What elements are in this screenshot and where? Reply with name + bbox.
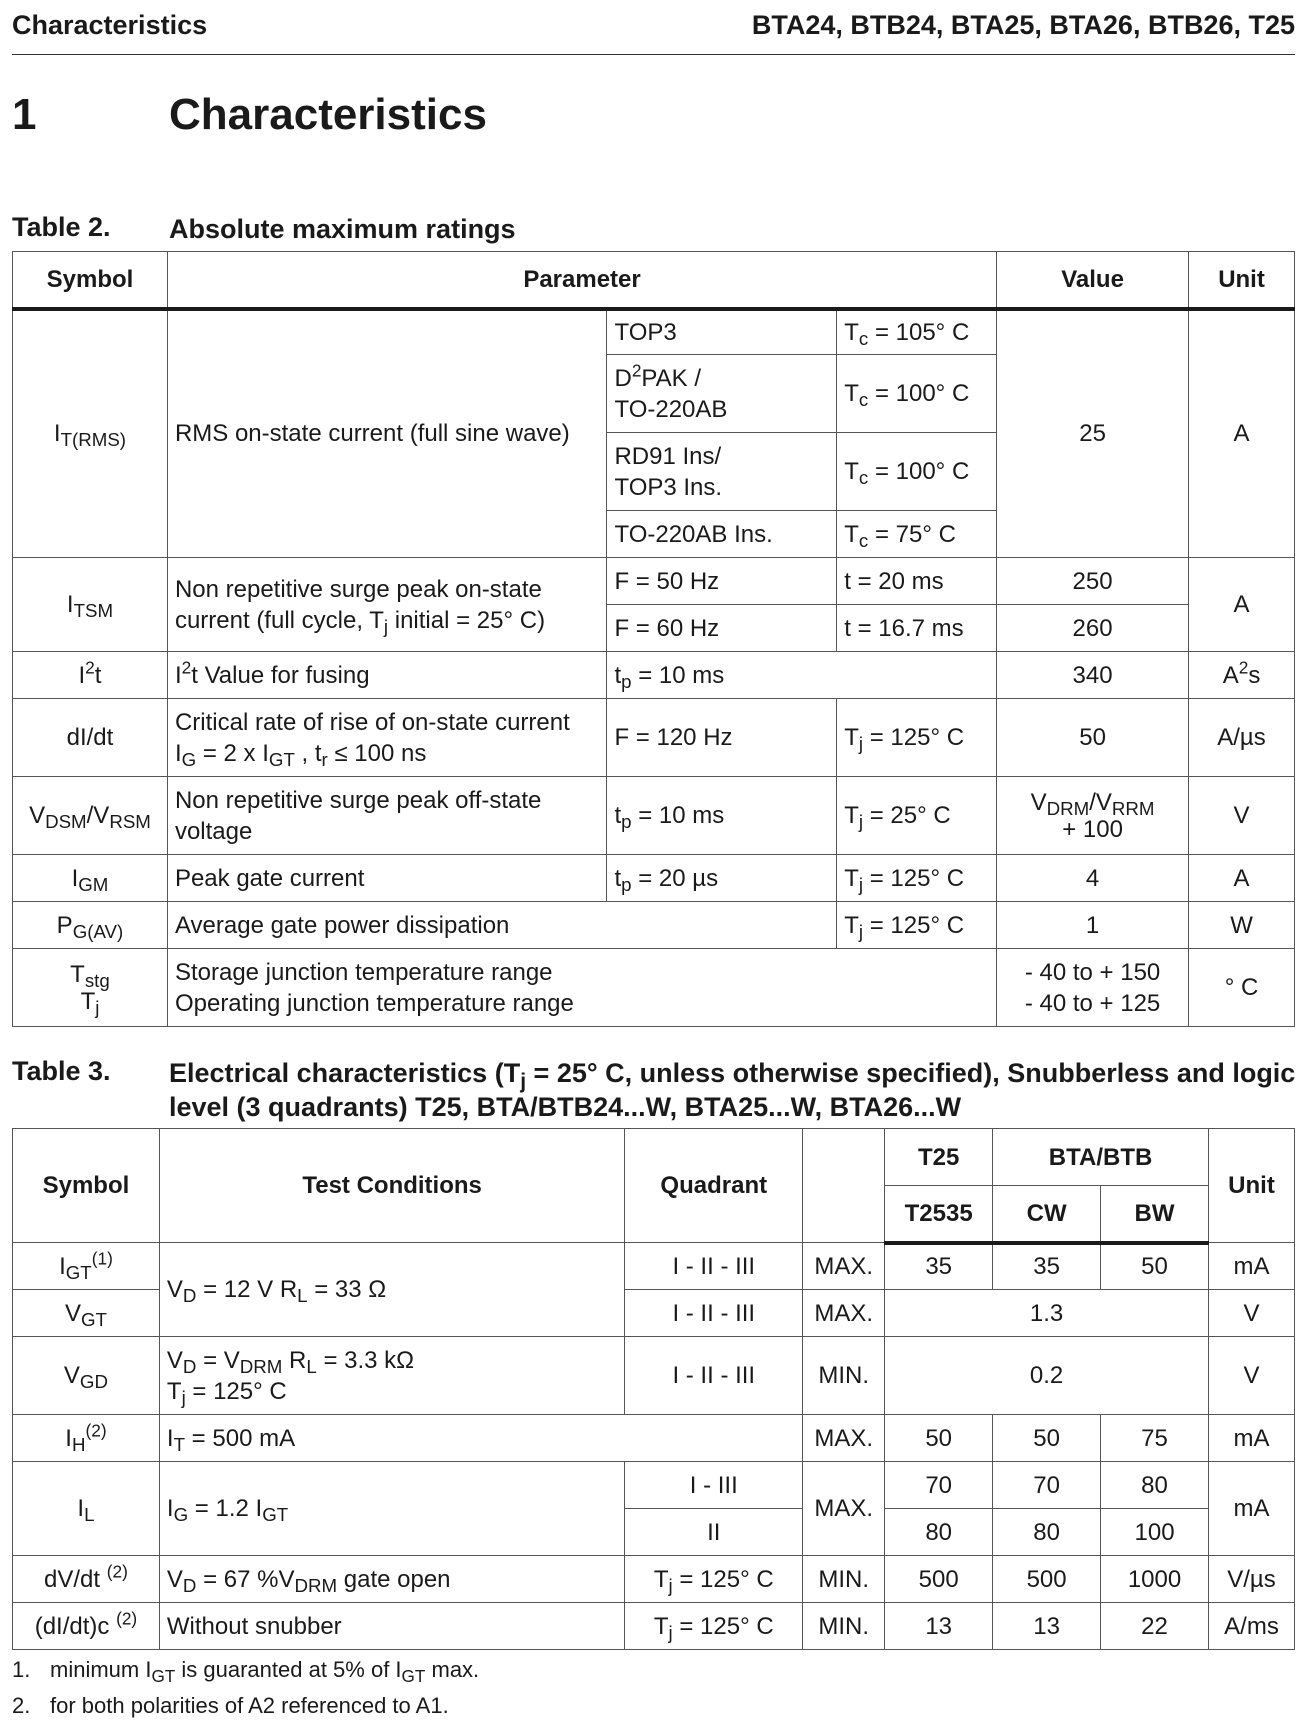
quadrant-cell: I - II - III bbox=[625, 1290, 803, 1337]
table-row bbox=[13, 949, 1295, 1027]
header-section-name: Characteristics bbox=[12, 10, 208, 40]
table2-label: Table 2. bbox=[12, 212, 111, 242]
bw-cell: 1000 bbox=[1101, 1556, 1209, 1603]
table-row bbox=[13, 558, 1295, 605]
electrical-characteristics-table bbox=[12, 1128, 1295, 1650]
symbol-cell: $V_{DSM}/V_{RSM}$ bbox=[13, 777, 168, 855]
col-header-unit: Unit bbox=[1208, 1129, 1294, 1243]
table-header-row bbox=[13, 252, 1295, 309]
cw-cell: 80 bbox=[993, 1509, 1101, 1556]
quadrant-cell: I - III bbox=[625, 1462, 803, 1509]
package-cell: $D^2PAK$ / TO-220AB bbox=[607, 355, 837, 433]
symbol-cell: $I_H^{(2)}$ bbox=[13, 1415, 160, 1462]
value-cell: 250 bbox=[997, 558, 1189, 605]
col-header-bw: BW bbox=[1101, 1186, 1209, 1243]
unit-cell: W bbox=[1189, 902, 1295, 949]
parameter-cell: Peak gate current bbox=[167, 855, 607, 902]
symbol-cell: $I_L$ bbox=[13, 1462, 160, 1556]
table-row bbox=[13, 699, 1295, 777]
limit-cell: MAX. bbox=[803, 1462, 885, 1556]
condition-cell: $V_D = 12$ V $R_L = 33$ Ω bbox=[159, 1243, 624, 1337]
value-cell: 0.2 bbox=[885, 1337, 1209, 1415]
time-cell: t = 20 ms bbox=[837, 558, 997, 605]
parameter-cell: RMS on-state current (full sine wave) bbox=[167, 309, 607, 558]
time-cell: t = 16.7 ms bbox=[837, 605, 997, 652]
col-header-value: Value bbox=[997, 252, 1189, 309]
unit-cell: mA bbox=[1208, 1243, 1294, 1290]
unit-cell: V/µs bbox=[1208, 1556, 1294, 1603]
symbol-cell: dI/dt bbox=[13, 699, 168, 777]
t2535-cell: 35 bbox=[885, 1243, 993, 1290]
table-row bbox=[13, 1337, 1295, 1415]
frequency-cell: F = 50 Hz bbox=[607, 558, 837, 605]
symbol-cell: dV/dt $^{(2)}$ bbox=[13, 1556, 160, 1603]
table3-label: Table 3. bbox=[12, 1056, 111, 1086]
table-row bbox=[13, 1556, 1295, 1603]
value-cell: $V_{DRM}/V_{RRM}$ + 100 bbox=[997, 777, 1189, 855]
value-cell: 1 bbox=[997, 902, 1189, 949]
symbol-cell: $I_{GM}$ bbox=[13, 855, 168, 902]
package-cell: TO-220AB Ins. bbox=[607, 511, 837, 558]
value-cell: 260 bbox=[997, 605, 1189, 652]
parameter-cell: Critical rate of rise of on-state current $I_G = 2$ x $I_{GT}$ , $t_r \le 100$ ns bbox=[167, 699, 607, 777]
table-row bbox=[13, 309, 1295, 355]
table2-title: Absolute maximum ratings bbox=[169, 214, 516, 244]
table-row bbox=[13, 855, 1295, 902]
parameter-cell: $I^2t$ Value for fusing bbox=[167, 652, 607, 699]
parameter-cell: Non repetitive surge peak on-state current (full cycle, $T_j$ initial = 25° C) bbox=[167, 558, 607, 652]
limit-cell: MAX. bbox=[803, 1290, 885, 1337]
footnote-text: minimum $I_{GT}$ is guaranted at 5% of $I_{GT}$ max. bbox=[50, 1657, 480, 1686]
symbol-cell: $I_{TSM}$ bbox=[13, 558, 168, 652]
table-row bbox=[13, 1462, 1295, 1509]
unit-cell: ° C bbox=[1189, 949, 1295, 1027]
limit-cell: MAX. bbox=[803, 1243, 885, 1290]
bw-cell: 75 bbox=[1101, 1415, 1209, 1462]
parameter-cell: Storage junction temperature range Operating junction temperature range bbox=[167, 949, 996, 1027]
unit-cell: A bbox=[1189, 855, 1295, 902]
running-header bbox=[12, 10, 1295, 55]
condition-cell: $T_c = 100^\circ$ C bbox=[837, 355, 997, 433]
limit-cell: MIN. bbox=[803, 1337, 885, 1415]
col-header-bta-btb: BTA/BTB bbox=[993, 1129, 1209, 1186]
t2535-cell: 70 bbox=[885, 1462, 993, 1509]
t2535-cell: 13 bbox=[885, 1603, 993, 1650]
col-header-t25: T25 bbox=[885, 1129, 993, 1186]
cw-cell: 500 bbox=[993, 1556, 1101, 1603]
limit-cell: MAX. bbox=[803, 1415, 885, 1462]
t2535-cell: 80 bbox=[885, 1509, 993, 1556]
condition-cell: $t_p = 10$ ms bbox=[607, 777, 837, 855]
unit-cell: V bbox=[1189, 777, 1295, 855]
quadrant-cell: $T_j = 125^\circ$ C bbox=[625, 1556, 803, 1603]
condition-cell: $T_j = 25^\circ$ C bbox=[837, 777, 997, 855]
unit-cell: mA bbox=[1208, 1462, 1294, 1556]
unit-cell: V bbox=[1208, 1337, 1294, 1415]
table-row bbox=[13, 777, 1295, 855]
table3-title: Electrical characteristics ($T_j = 25^\circ$ C, unless otherwise specified), Snubberless and logic level (3 quadrants) T25, BTA/BTB24...W, BTA25...W, BTA26...W bbox=[169, 1058, 1296, 1122]
value-cell: 4 bbox=[997, 855, 1189, 902]
t2535-cell: 50 bbox=[885, 1415, 993, 1462]
cw-cell: 13 bbox=[993, 1603, 1101, 1650]
symbol-cell: $I_{GT}^{(1)}$ bbox=[13, 1243, 160, 1290]
value-cell: 50 bbox=[997, 699, 1189, 777]
quadrant-cell: $T_j = 125^\circ$ C bbox=[625, 1603, 803, 1650]
unit-cell: A bbox=[1189, 558, 1295, 652]
unit-cell: A/ms bbox=[1208, 1603, 1294, 1650]
unit-cell: mA bbox=[1208, 1415, 1294, 1462]
parameter-cell: Non repetitive surge peak off-state voltage bbox=[167, 777, 607, 855]
footnote-number: 2. bbox=[12, 1693, 31, 1718]
quadrant-cell: I - II - III bbox=[625, 1337, 803, 1415]
parameter-cell: Average gate power dissipation bbox=[167, 902, 836, 949]
condition-cell: $T_j = 125^\circ$ C bbox=[837, 855, 997, 902]
bw-cell: 22 bbox=[1101, 1603, 1209, 1650]
condition-cell: $T_j = 125^\circ$ C bbox=[837, 902, 997, 949]
quadrant-cell: I - II - III bbox=[625, 1243, 803, 1290]
value-cell: 340 bbox=[997, 652, 1189, 699]
col-header-test-conditions: Test Conditions bbox=[159, 1129, 624, 1243]
t2535-cell: 500 bbox=[885, 1556, 993, 1603]
table-row bbox=[13, 1243, 1295, 1290]
unit-cell: A bbox=[1189, 309, 1295, 558]
header-part-numbers: BTA24, BTB24, BTA25, BTA26, BTB26, T25 bbox=[751, 10, 1295, 40]
symbol-cell: $V_{GD}$ bbox=[13, 1337, 160, 1415]
symbol-cell: $V_{GT}$ bbox=[13, 1290, 160, 1337]
table-row bbox=[13, 652, 1295, 699]
bw-cell: 100 bbox=[1101, 1509, 1209, 1556]
table-row bbox=[13, 902, 1295, 949]
section-title: Characteristics bbox=[169, 90, 487, 139]
package-cell: RD91 Ins/ TOP3 Ins. bbox=[607, 433, 837, 511]
limit-cell: MIN. bbox=[803, 1603, 885, 1650]
condition-cell: $t_p = 10$ ms bbox=[607, 652, 997, 699]
condition-cell: $T_c = 105^\circ$ C bbox=[837, 309, 997, 355]
condition-cell: Without snubber bbox=[159, 1603, 624, 1650]
bw-cell: 80 bbox=[1101, 1462, 1209, 1509]
col-header-cw: CW bbox=[993, 1186, 1101, 1243]
cw-cell: 50 bbox=[993, 1415, 1101, 1462]
table-row bbox=[13, 1603, 1295, 1650]
footnote-number: 1. bbox=[12, 1657, 31, 1682]
unit-cell: V bbox=[1208, 1290, 1294, 1337]
condition-cell: $T_c = 100^\circ$ C bbox=[837, 433, 997, 511]
condition-cell: $V_D = 67$ $\%V_{DRM}$ gate open bbox=[159, 1556, 624, 1603]
condition-cell: $T_j = 125^\circ$ C bbox=[837, 699, 997, 777]
absolute-max-ratings-table bbox=[12, 251, 1295, 1027]
quadrant-cell: II bbox=[625, 1509, 803, 1556]
frequency-cell: F = 120 Hz bbox=[607, 699, 837, 777]
cw-cell: 35 bbox=[993, 1243, 1101, 1290]
symbol-cell: $I_{T(RMS)}$ bbox=[13, 309, 168, 558]
bw-cell: 50 bbox=[1101, 1243, 1209, 1290]
package-cell: TOP3 bbox=[607, 309, 837, 355]
table-header-row bbox=[13, 1129, 1295, 1186]
col-header-symbol: Symbol bbox=[13, 1129, 160, 1243]
unit-cell: A/µs bbox=[1189, 699, 1295, 777]
value-cell: 1.3 bbox=[885, 1290, 1209, 1337]
unit-cell: $A^2s$ bbox=[1189, 652, 1295, 699]
table-row bbox=[13, 1415, 1295, 1462]
condition-cell: $t_p = 20$ µs bbox=[607, 855, 837, 902]
limit-cell: MIN. bbox=[803, 1556, 885, 1603]
col-header-quadrant: Quadrant bbox=[625, 1129, 803, 1243]
symbol-cell: $T_{stg}$ $T_j$ bbox=[13, 949, 168, 1027]
value-cell: 25 bbox=[997, 309, 1189, 558]
condition-cell: $I_T = 500$ mA bbox=[159, 1415, 802, 1462]
section-number: 1 bbox=[12, 90, 37, 139]
condition-cell: $V_D = V_{DRM}$ $R_L = 3.3$ kΩ $T_j = 125^\circ$ C bbox=[159, 1337, 624, 1415]
col-header-limit bbox=[803, 1129, 885, 1243]
cw-cell: 70 bbox=[993, 1462, 1101, 1509]
frequency-cell: F = 60 Hz bbox=[607, 605, 837, 652]
col-header-unit: Unit bbox=[1189, 252, 1295, 309]
symbol-cell: $I^2t$ bbox=[13, 652, 168, 699]
value-cell: - 40 to + 150 - 40 to + 125 bbox=[997, 949, 1189, 1027]
footnote-text: for both polarities of A2 referenced to A1. bbox=[50, 1693, 449, 1718]
col-header-parameter: Parameter bbox=[167, 252, 996, 309]
condition-cell: $T_c = 75^\circ$ C bbox=[837, 511, 997, 558]
symbol-cell: $P_{G(AV)}$ bbox=[13, 902, 168, 949]
col-header-symbol: Symbol bbox=[13, 252, 168, 309]
symbol-cell: (dI/dt)c $^{(2)}$ bbox=[13, 1603, 160, 1650]
condition-cell: $I_G = 1.2$ $I_{GT}$ bbox=[159, 1462, 624, 1556]
col-header-t2535: T2535 bbox=[885, 1186, 993, 1243]
